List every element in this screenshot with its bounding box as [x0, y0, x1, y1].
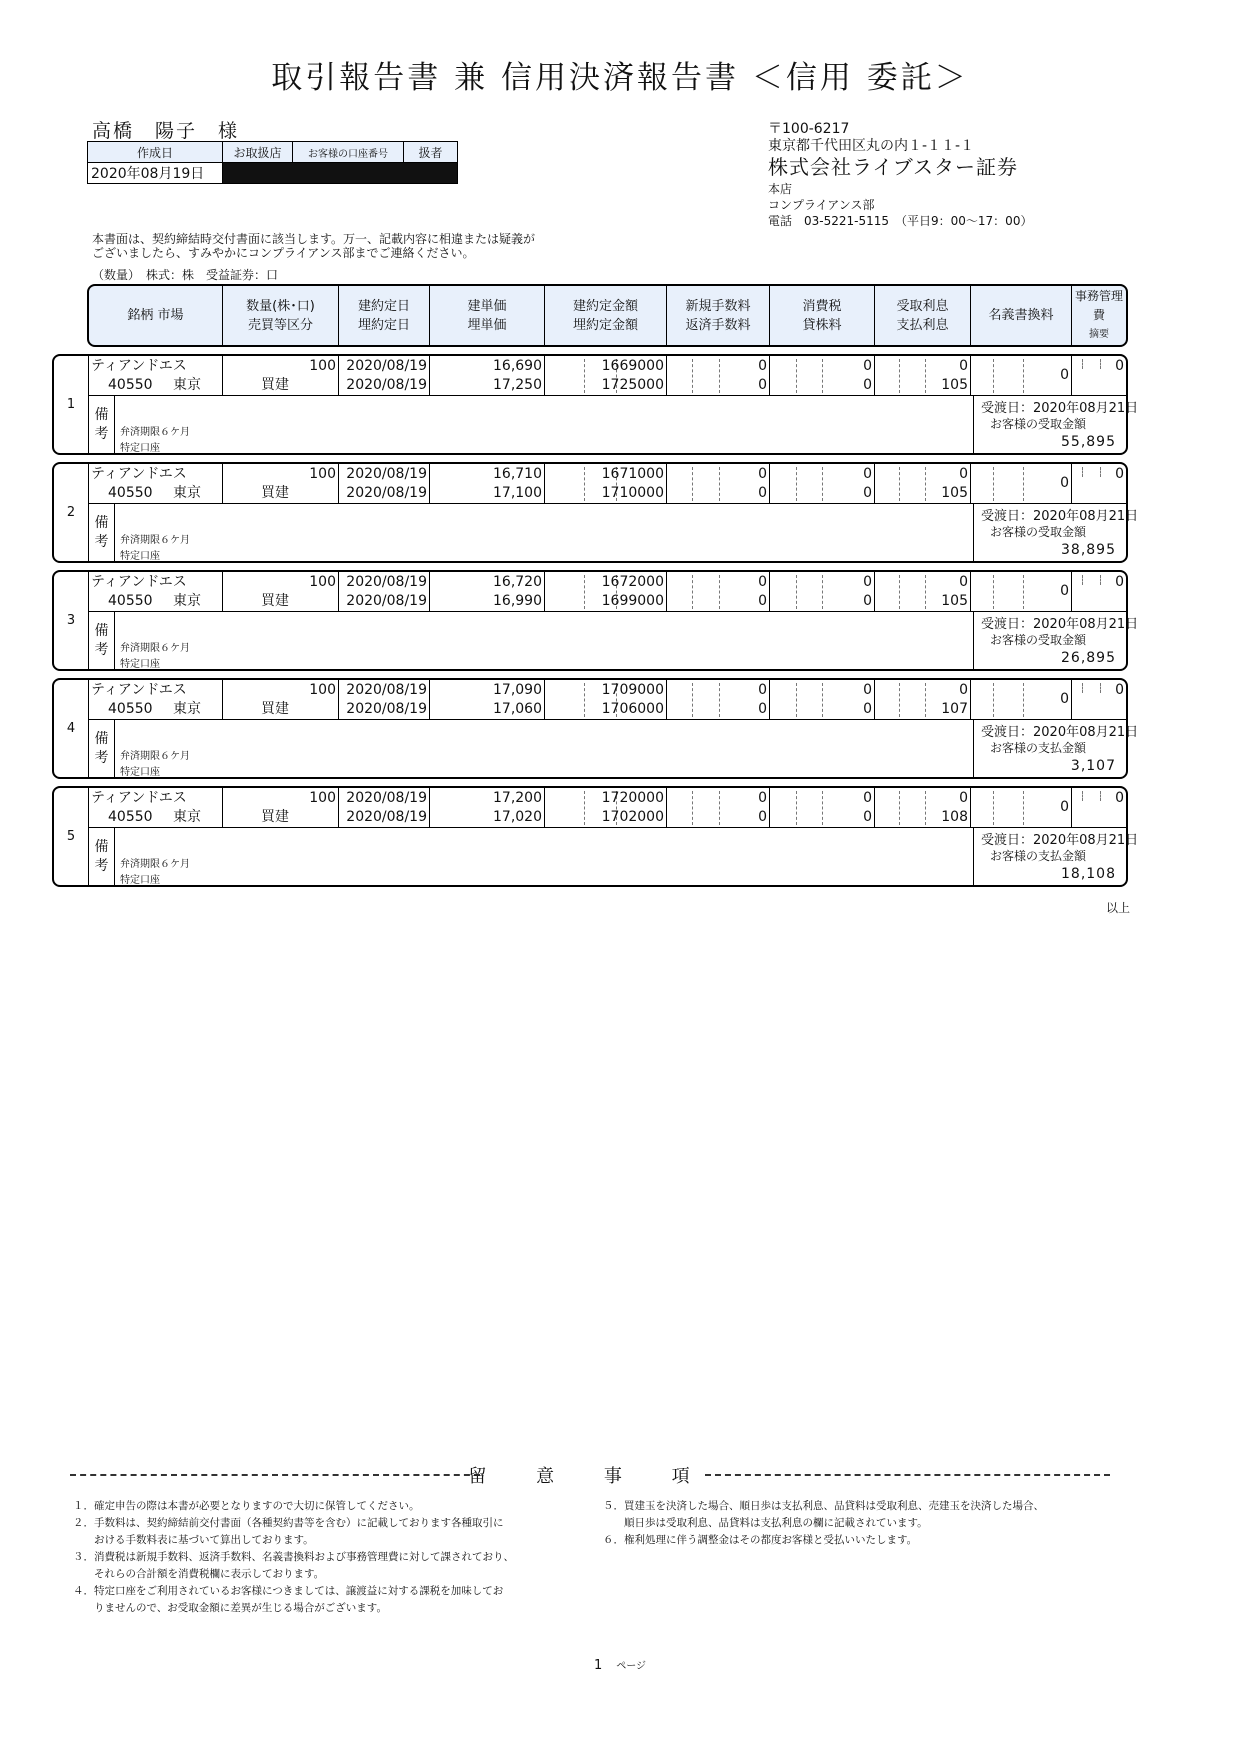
cell-fee [666, 464, 769, 503]
record-number: 3 [54, 572, 89, 669]
interest-paid: 105 [941, 593, 968, 609]
postal-code: 〒100-6217 [768, 121, 850, 137]
stock-market: 東京 [173, 809, 201, 825]
delivery-date: 受渡日：2020年08月21日 [981, 617, 1139, 632]
fee-return: 0 [758, 485, 767, 501]
stock-code: 40550 [108, 485, 153, 501]
note-repayment: 弁済期限６ケ月 [120, 751, 190, 762]
record-trade-row [89, 788, 1126, 828]
delivery-date: 受渡日：2020年08月21日 [981, 833, 1139, 848]
stock-code: 40550 [108, 593, 153, 609]
amount-open: 1720000 [601, 790, 664, 806]
cell-transfer [970, 680, 1071, 719]
record-trade-row [89, 464, 1126, 504]
price-open: 16,690 [493, 358, 542, 374]
stock-name: ティアンドエス [91, 466, 187, 482]
cell-amount [544, 572, 666, 611]
tax: 0 [863, 574, 872, 590]
header-date: 建約定日 埋約定日 [338, 286, 429, 345]
fee-new: 0 [758, 466, 767, 482]
cell-amount [544, 356, 666, 395]
price-open: 16,720 [493, 574, 542, 590]
cell-transfer [970, 464, 1071, 503]
delivery-date: 受渡日：2020年08月21日 [981, 725, 1139, 740]
cell-meigara [89, 464, 222, 503]
qty: 100 [309, 466, 336, 482]
transfer-fee: 0 [1060, 691, 1069, 707]
note-repayment: 弁済期限６ケ月 [120, 427, 190, 438]
cell-transfer [970, 572, 1071, 611]
cell-date [338, 680, 429, 719]
remarks-text [120, 641, 190, 673]
header-tax: 消費税 貸株料 [769, 286, 874, 345]
cell-amount [544, 680, 666, 719]
cell-tax [769, 572, 874, 611]
date-close: 2020/08/19 [346, 701, 427, 717]
fee-return: 0 [758, 809, 767, 825]
meta-header-staff: 扱者 [404, 142, 458, 163]
stock-code-market [89, 484, 222, 503]
cell-price [429, 464, 544, 503]
header-transfer: 名義書換料 [970, 286, 1071, 345]
company-address: 東京都千代田区丸の内１-１１-１ [768, 138, 975, 154]
cell-admin [1071, 464, 1126, 503]
price-close: 17,060 [493, 701, 542, 717]
cell-admin [1071, 788, 1126, 827]
amount-label: お客様の支払金額 [990, 849, 1087, 863]
bikou-label: 備 考 [89, 504, 115, 561]
lending-fee: 0 [863, 593, 872, 609]
cell-meigara [89, 356, 222, 395]
fee-new: 0 [758, 682, 767, 698]
amount-close: 1710000 [601, 485, 664, 501]
header-interest: 受取利息 支払利息 [874, 286, 970, 345]
settlement-amount: 3,107 [1070, 758, 1116, 774]
bikou-label: 備 考 [89, 612, 115, 669]
admin-fee: 0 [1115, 682, 1124, 698]
record-trade-row [89, 356, 1126, 396]
cell-fee [666, 680, 769, 719]
bikou-label: 備 考 [89, 396, 115, 453]
remarks-heading: 留 意 事 項 [70, 1462, 1110, 1488]
company-address-block [768, 121, 1032, 229]
note-repayment: 弁済期限６ケ月 [120, 643, 190, 654]
amount-label: お客様の受取金額 [990, 525, 1087, 539]
notice-text: 本書面は、契約締結時交付書面に該当します。万一、記載内容に相違または疑義が ございましたら、すみやかにコンプライアンス部までご連絡ください。 [92, 232, 536, 260]
tax: 0 [863, 682, 872, 698]
date-open: 2020/08/19 [346, 790, 427, 806]
stock-code: 40550 [108, 809, 153, 825]
trade-type: 買建 [261, 809, 289, 825]
price-close: 17,100 [493, 485, 542, 501]
page-number: 1 ページ [593, 1658, 647, 1673]
qty: 100 [309, 358, 336, 374]
fee-return: 0 [758, 593, 767, 609]
header-price: 建単価 埋単価 [429, 286, 544, 345]
cell-qty [222, 788, 338, 827]
transfer-fee: 0 [1060, 583, 1069, 599]
header-qty: 数量(株･口) 売買等区分 [222, 286, 338, 345]
cell-tax [769, 788, 874, 827]
settlement-section [973, 396, 1139, 453]
cell-price [429, 788, 544, 827]
cell-interest [874, 356, 970, 395]
record-1 [52, 354, 1139, 455]
cell-qty [222, 572, 338, 611]
stock-name: ティアンドエス [91, 574, 187, 590]
transfer-fee: 0 [1060, 475, 1069, 491]
date-close: 2020/08/19 [346, 809, 427, 825]
stock-market: 東京 [173, 701, 201, 717]
table-header [87, 284, 1128, 347]
amount-close: 1725000 [601, 377, 664, 393]
remarks-text [120, 533, 190, 565]
trade-type: 買建 [261, 701, 289, 717]
amount-close: 1699000 [601, 593, 664, 609]
tax: 0 [863, 358, 872, 374]
lending-fee: 0 [863, 701, 872, 717]
record-trade-row [89, 572, 1126, 612]
qty: 100 [309, 682, 336, 698]
stock-code-market [89, 376, 222, 395]
redacted-block [223, 163, 458, 184]
settlement-section [973, 828, 1139, 885]
price-close: 17,020 [493, 809, 542, 825]
admin-fee: 0 [1115, 466, 1124, 482]
cell-qty [222, 356, 338, 395]
price-close: 16,990 [493, 593, 542, 609]
stock-name: ティアンドエス [91, 790, 187, 806]
cell-qty [222, 464, 338, 503]
cell-admin [1071, 572, 1126, 611]
cell-fee [666, 572, 769, 611]
quantity-note: （数量） 株式：株 受益証券：口 [92, 268, 279, 282]
cell-interest [874, 572, 970, 611]
note-repayment: 弁済期限６ケ月 [120, 535, 190, 546]
remarks-left: １．確定申告の際は本書が必要となりますので大切に保管してください。 ２．手数料は、契約締結前交付書面（各種契約書等を含む）に記載しております各種取引に おける手数料表に基づいて算出しております。 ３．消費税は新規手数料、返済手数料、名義書換料および事務管理費に対して課されており、 それらの合計額を消費税欄に表示しております。 ４．特定口座をご利用されているお客様につきましては、譲渡益に対する課税を加味してお りませんので、お受取金額に差異が生じる場合がございます。 [73, 1500, 514, 1614]
stock-market: 東京 [173, 593, 201, 609]
transfer-fee: 0 [1060, 367, 1069, 383]
meta-header-account: お客様の口座番号 [293, 142, 404, 163]
date-close: 2020/08/19 [346, 377, 427, 393]
stock-name: ティアンドエス [91, 358, 187, 374]
cell-admin [1071, 356, 1126, 395]
cell-meigara [89, 572, 222, 611]
admin-fee: 0 [1115, 790, 1124, 806]
delivery-date: 受渡日：2020年08月21日 [981, 509, 1139, 524]
amount-open: 1709000 [601, 682, 664, 698]
cell-transfer [970, 788, 1071, 827]
record-number: 5 [54, 788, 89, 885]
amount-close: 1702000 [601, 809, 664, 825]
record-number: 1 [54, 356, 89, 453]
date-open: 2020/08/19 [346, 574, 427, 590]
interest-received: 0 [959, 466, 968, 482]
amount-open: 1671000 [601, 466, 664, 482]
stock-market: 東京 [173, 377, 201, 393]
remarks-text [120, 749, 190, 781]
note-account: 特定口座 [120, 551, 160, 562]
meta-header-created: 作成日 [88, 142, 223, 163]
settlement-amount: 38,895 [1061, 542, 1116, 558]
cell-interest [874, 680, 970, 719]
settlement-section [973, 720, 1139, 777]
amount-close: 1706000 [601, 701, 664, 717]
cell-interest [874, 464, 970, 503]
price-open: 17,200 [493, 790, 542, 806]
amount-open: 1669000 [601, 358, 664, 374]
cell-price [429, 572, 544, 611]
settlement-amount: 26,895 [1061, 650, 1116, 666]
trade-type: 買建 [261, 485, 289, 501]
cell-tax [769, 356, 874, 395]
trade-type: 買建 [261, 377, 289, 393]
cell-price [429, 680, 544, 719]
ijo-end-mark: 以上 [1106, 901, 1131, 915]
note-repayment: 弁済期限６ケ月 [120, 859, 190, 870]
admin-fee: 0 [1115, 358, 1124, 374]
document-title: 取引報告書 兼 信用決済報告書 ＜信用 委託＞ [271, 60, 969, 96]
remarks-right: ５．買建玉を決済した場合、順日歩は支払利息、品貸料は受取利息、売建玉を決済した場合、 順日歩は受取利息、品貸料は支払利息の欄に記載されています。 ６．権利処理に伴う調整金はその都度お客様と受払いいたします。 [603, 1500, 1044, 1546]
stock-code: 40550 [108, 377, 153, 393]
fee-return: 0 [758, 701, 767, 717]
customer-name: 高橋 陽子 様 [92, 120, 240, 142]
interest-received: 0 [959, 574, 968, 590]
tax: 0 [863, 790, 872, 806]
record-5 [52, 786, 1139, 887]
interest-received: 0 [959, 682, 968, 698]
fee-new: 0 [758, 790, 767, 806]
interest-received: 0 [959, 790, 968, 806]
note-account: 特定口座 [120, 443, 160, 454]
cell-tax [769, 464, 874, 503]
cell-tax [769, 680, 874, 719]
admin-fee: 0 [1115, 574, 1124, 590]
record-4 [52, 678, 1139, 779]
lending-fee: 0 [863, 485, 872, 501]
stock-market: 東京 [173, 485, 201, 501]
company-phone: 電話 03-5221-5115 （平日9：00～17：00） [768, 214, 1033, 228]
settlement-section [973, 504, 1139, 561]
cell-transfer [970, 356, 1071, 395]
meta-table [87, 141, 458, 184]
remarks-text [120, 857, 190, 889]
note-account: 特定口座 [120, 767, 160, 778]
note-account: 特定口座 [120, 659, 160, 670]
date-open: 2020/08/19 [346, 358, 427, 374]
interest-paid: 105 [941, 377, 968, 393]
settlement-amount: 18,108 [1061, 866, 1116, 882]
stock-code-market [89, 808, 222, 827]
cell-date [338, 788, 429, 827]
date-open: 2020/08/19 [346, 466, 427, 482]
header-meigara: 銘柄 市場 [127, 308, 184, 323]
record-number: 4 [54, 680, 89, 777]
stock-name: ティアンドエス [91, 682, 187, 698]
trade-type: 買建 [261, 593, 289, 609]
interest-paid: 108 [941, 809, 968, 825]
amount-label: お客様の支払金額 [990, 741, 1087, 755]
record-number: 2 [54, 464, 89, 561]
meta-header-branch: お取扱店 [223, 142, 293, 163]
delivery-date: 受渡日：2020年08月21日 [981, 401, 1139, 416]
interest-paid: 105 [941, 485, 968, 501]
stock-code-market [89, 592, 222, 611]
created-date: 2020年08月19日 [88, 163, 223, 184]
cell-interest [874, 788, 970, 827]
header-amount: 建約定金額 埋約定金額 [544, 286, 666, 345]
date-open: 2020/08/19 [346, 682, 427, 698]
date-close: 2020/08/19 [346, 485, 427, 501]
tax: 0 [863, 466, 872, 482]
cell-meigara [89, 788, 222, 827]
note-account: 特定口座 [120, 875, 160, 886]
cell-amount [544, 464, 666, 503]
company-name: 株式会社ライブスター証券 [768, 155, 1018, 179]
fee-return: 0 [758, 377, 767, 393]
cell-date [338, 356, 429, 395]
cell-fee [666, 788, 769, 827]
cell-amount [544, 788, 666, 827]
bikou-label: 備 考 [89, 828, 115, 885]
company-department: コンプライアンス部 [768, 198, 875, 212]
header-admin: 事務管理費 摘要 [1071, 286, 1126, 345]
cell-meigara [89, 680, 222, 719]
price-close: 17,250 [493, 377, 542, 393]
qty: 100 [309, 790, 336, 806]
cell-admin [1071, 680, 1126, 719]
lending-fee: 0 [863, 377, 872, 393]
settlement-amount: 55,895 [1061, 434, 1116, 450]
cell-date [338, 464, 429, 503]
record-2 [52, 462, 1139, 563]
fee-new: 0 [758, 358, 767, 374]
stock-code-market [89, 700, 222, 719]
settlement-section [973, 612, 1139, 669]
cell-fee [666, 356, 769, 395]
amount-label: お客様の受取金額 [990, 633, 1087, 647]
cell-qty [222, 680, 338, 719]
interest-paid: 107 [941, 701, 968, 717]
record-3 [52, 570, 1139, 671]
stock-code: 40550 [108, 701, 153, 717]
interest-received: 0 [959, 358, 968, 374]
company-branch: 本店 [768, 182, 793, 196]
price-open: 17,090 [493, 682, 542, 698]
cell-price [429, 356, 544, 395]
qty: 100 [309, 574, 336, 590]
price-open: 16,710 [493, 466, 542, 482]
amount-open: 1672000 [601, 574, 664, 590]
cell-date [338, 572, 429, 611]
lending-fee: 0 [863, 809, 872, 825]
transfer-fee: 0 [1060, 799, 1069, 815]
record-trade-row [89, 680, 1126, 720]
remarks-text [120, 425, 190, 457]
date-close: 2020/08/19 [346, 593, 427, 609]
bikou-label: 備 考 [89, 720, 115, 777]
fee-new: 0 [758, 574, 767, 590]
amount-label: お客様の受取金額 [990, 417, 1087, 431]
header-fee: 新規手数料 返済手数料 [666, 286, 769, 345]
